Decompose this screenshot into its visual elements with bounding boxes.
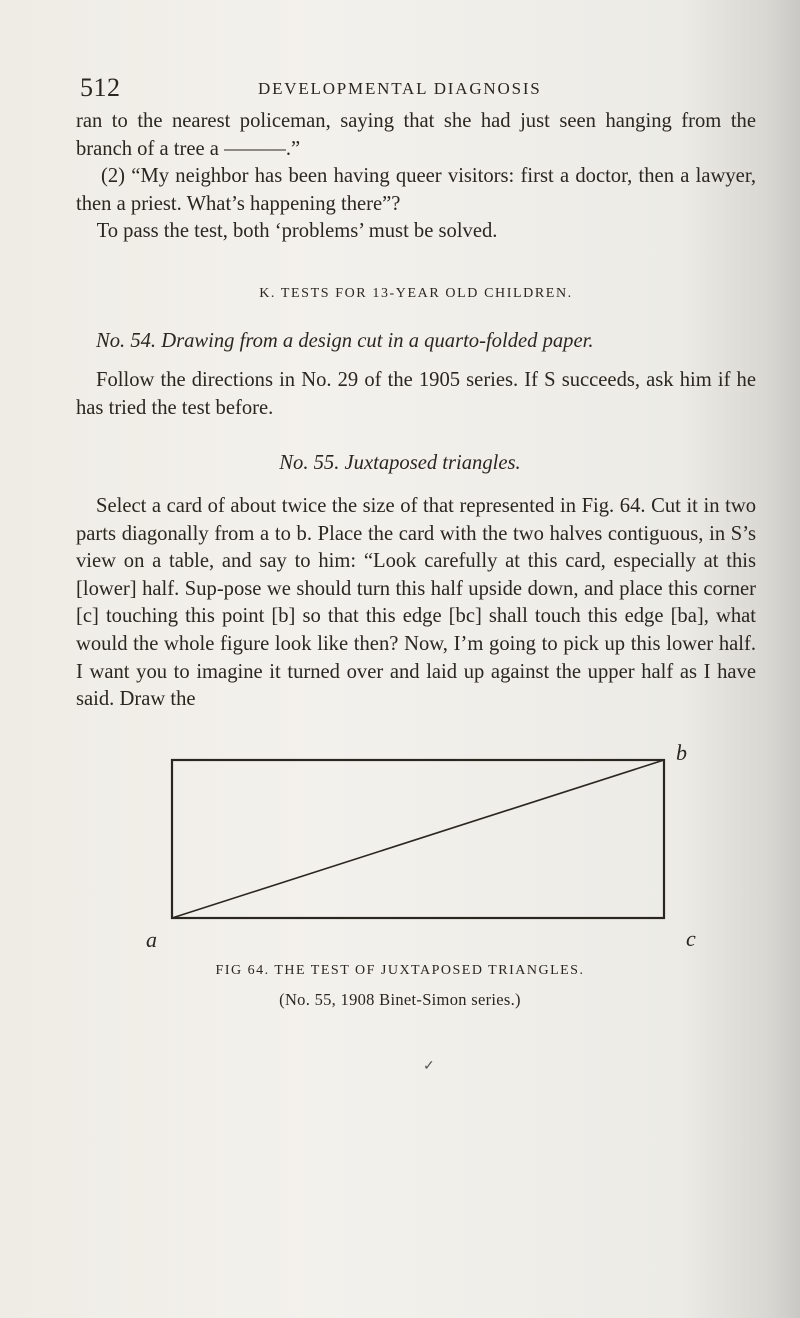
section-heading: K. TESTS FOR 13-YEAR OLD CHILDREN. (259, 286, 573, 301)
margin-mark: ✓ (423, 1058, 435, 1074)
test-54-title: No. 54. Drawing from a design cut in a quarto-folded paper. (96, 330, 594, 352)
running-head: DEVELOPMENTAL DIAGNOSIS (258, 79, 542, 98)
page-number: 512 (80, 73, 121, 102)
diagonal-cut-line (172, 760, 664, 918)
figure-caption: FIG 64. THE TEST OF JUXTAPOSED TRIANGLES. (215, 963, 585, 978)
label-a: a (146, 927, 157, 952)
test-54-body: Follow the directions in No. 29 of the 1905 series. If S succeeds, ask him if he has tried the test before. (76, 369, 756, 419)
paragraph-problem-2-text: (2) “My neighbor has been having queer visitors: first a doctor, then a lawyer, then a priest. What’s happening there”? (76, 165, 756, 215)
paragraph-pass-rule-text: To pass the test, both ‘problems’ must be solved. (96, 220, 498, 243)
test-55-title: No. 55. Juxtaposed triangles. (279, 452, 521, 474)
figure-subcaption: (No. 55, 1908 Binet-Simon series.) (279, 990, 521, 1009)
paragraph-continuation: ran to the nearest policeman, saying that she had just seen hanging from the branch of a tree a ———.” (76, 110, 756, 160)
label-b: b (676, 740, 687, 765)
test-55-body: Select a card of about twice the size of that represented in Fig. 64. Cut it in two parts diagonally from a to b. Place the card with the two halves contiguous, in S’s view on a table, and say to him: “Look carefully at this card, especially at this [lower] half. Sup-pose we should turn this half upside down, and place this corner [c] touching this point [b] so that this edge [bc] shall touch this edge [ba], what would the whole figure look like then? Now, I’m going to pick up this lower half. I want you to imagine it turned over and laid up against the upper half as I have said. Draw the (76, 495, 756, 711)
label-c: c (686, 926, 696, 951)
